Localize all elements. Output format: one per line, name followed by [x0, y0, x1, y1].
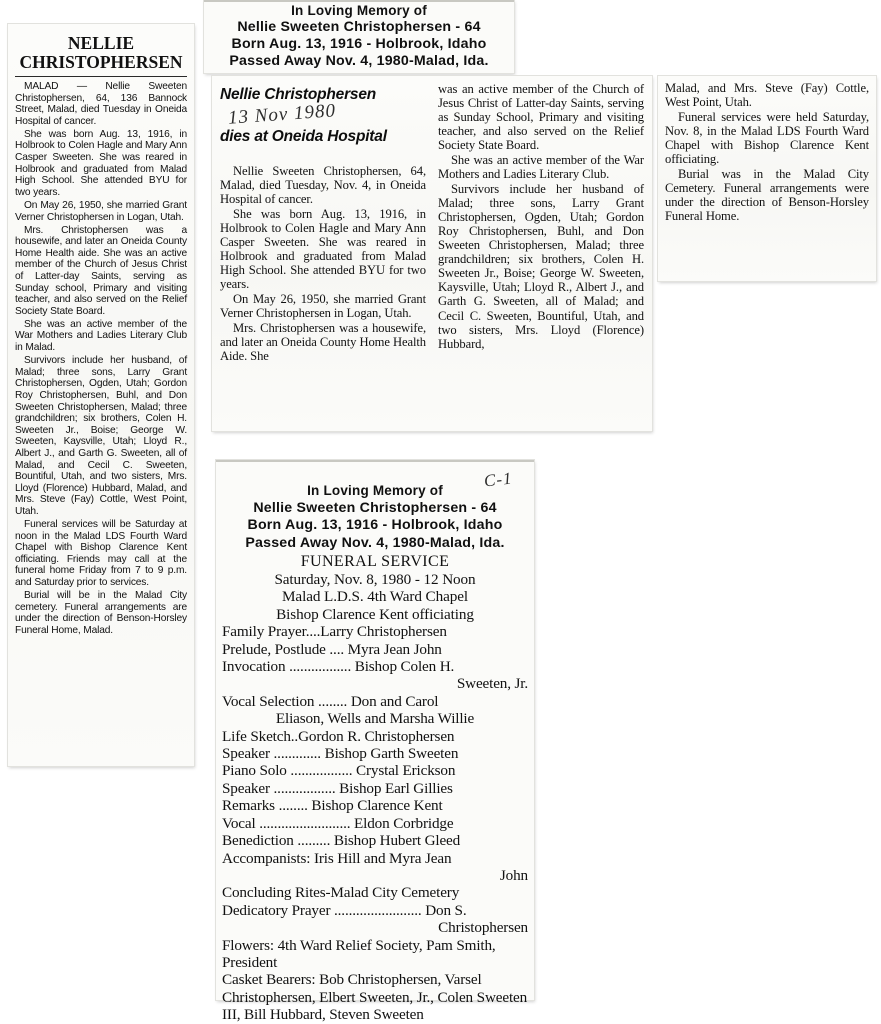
- program-item-participant: Don and Carol: [350, 692, 439, 710]
- left-obituary-body: [15, 81, 187, 636]
- program-item-label: Piano Solo: [222, 762, 287, 780]
- program-item-row: [222, 780, 528, 797]
- program-item-dot-leader: ....: [325, 640, 348, 658]
- program-item-dot-leader: ....: [305, 623, 321, 641]
- obituary-paragraph: She was an active member of the War Mothers and Ladies Literary Club in Malad.: [15, 318, 187, 354]
- accompanists-line: Accompanists: Iris Hill and Myra Jean: [222, 849, 452, 867]
- program-item-row: [222, 641, 528, 658]
- program-item-row: [222, 832, 528, 849]
- obituary-paragraph: She was born Aug. 13, 1916, in Holbrook to Colen Hagle and Mary Ann Casper Sweeten. She was reared in Holbrook and graduated from Malad High School. She attended BYU for two years.: [15, 128, 187, 198]
- headline-line-2: CHRISTOPHERSEN: [19, 52, 183, 72]
- deck-line-2: dies at Oneida Hospital: [220, 128, 387, 145]
- program-item-participant: Sweeten, Jr.: [456, 675, 528, 693]
- headline-line-1: NELLIE: [67, 33, 135, 53]
- middle-clipping-right-column: [438, 82, 644, 425]
- concluding-rites-line: Concluding Rites-Malad City Cemetery: [222, 884, 460, 902]
- memorial-line-name-age: Nellie Sweeten Christophersen - 64: [253, 499, 497, 516]
- dedicatory-dots: ........................: [330, 901, 426, 919]
- program-item-label: Remarks: [222, 797, 275, 815]
- program-item-dot-leader: .................: [286, 762, 357, 780]
- program-item-participant: Crystal Erickson: [356, 762, 456, 780]
- program-item-label: Family Prayer: [222, 623, 306, 641]
- program-item-row: [222, 745, 528, 762]
- flowers-line: Flowers: 4th Ward Relief Society, Pam Smith, President: [222, 936, 496, 971]
- program-item-row: [222, 693, 528, 710]
- funeral-service-title: FUNERAL SERVICE: [300, 553, 450, 570]
- handwritten-date-annotation: 13 Nov 1980: [227, 100, 337, 129]
- middle-obituary-deck-headline: [220, 86, 426, 158]
- middle-clipping-left-column: [220, 82, 426, 425]
- obituary-paragraph: Mrs. Christophersen was a housewife, and later an Oneida County Home Health aide. She was an active member of the Church of Jesus Christ of Latter-day Saints, serving as Sunday school, Primary and visiting teacher, and also served on the Relief Society State Board.: [15, 224, 187, 317]
- obituary-paragraph: Burial will be in the Malad City cemetery. Funeral arrangements are under the direction of Benson-Horsley Funeral Home, Malad.: [15, 590, 187, 636]
- program-item-row: [222, 797, 528, 814]
- program-item-row: [222, 815, 528, 832]
- program-item-participant: Bishop Earl Gillies: [339, 779, 453, 797]
- dedicatory-item-label: Dedicatory Prayer: [222, 901, 331, 919]
- program-item-dot-leader: .........: [293, 832, 334, 850]
- obituary-paragraph: On May 26, 1950, she married Grant Verner Christophersen in Logan, Utah.: [220, 291, 426, 320]
- dedicatory-continuation: Christophersen: [438, 919, 528, 937]
- deck-line-1: Nellie Christophersen: [220, 86, 377, 103]
- program-item-label: Vocal Selection: [222, 692, 315, 710]
- left-obituary-headline: [15, 34, 187, 77]
- program-item-dot-leader: ..: [290, 727, 299, 745]
- service-datetime: Saturday, Nov. 8, 1980 - 12 Noon: [274, 571, 476, 588]
- top-memorial-card: [204, 0, 514, 73]
- memorial-line-born: Born Aug. 13, 1916 - Holbrook, Idaho: [231, 36, 487, 52]
- memorial-line-born: Born Aug. 13, 1916 - Holbrook, Idaho: [247, 517, 503, 533]
- program-item-label: Benediction: [222, 832, 294, 850]
- obituary-paragraph: Nellie Sweeten Christophersen, 64, Malad, died Tuesday, Nov. 4, in Oneida Hospital of cancer.: [220, 164, 426, 207]
- dedicatory-who: Don S.: [425, 901, 467, 919]
- middle-obituary-clipping: [212, 76, 652, 431]
- program-item-dot-leader: .................: [285, 658, 355, 676]
- program-item-dot-leader: .........................: [255, 814, 355, 832]
- funeral-program-item-list: [222, 623, 528, 849]
- program-item-label: Prelude, Postlude: [222, 640, 326, 658]
- program-item-row: [222, 710, 528, 727]
- card-top-edge-rule: [204, 0, 514, 2]
- program-item-participant: Eldon Corbridge: [354, 814, 454, 832]
- program-item-participant: Gordon R. Christophersen: [298, 727, 455, 745]
- memorial-line-in-loving-memory: In Loving Memory of: [291, 3, 427, 18]
- memorial-line-name-age: Nellie Sweeten Christophersen - 64: [237, 19, 481, 35]
- funeral-program-card: [216, 460, 534, 1024]
- obituary-paragraph: She was an active member of the War Mothers and Ladies Literary Club.: [438, 152, 644, 182]
- program-item-dot-leader: ........: [274, 797, 312, 815]
- archive-mark-annotation: C-1: [482, 468, 513, 491]
- program-item-participant: Myra Jean John: [347, 640, 442, 658]
- obituary-paragraph: Survivors include her husband, of Malad; three sons, Larry Grant Christophersen, Ogden, Utah; Gordon Roy Christophersen, Buhl, and Don Sweeten Christophersen, Malad; three grandchildren; six brothers, Colen H. Sweeten Jr., Boise; George W. Sweeten, Kaysville, Utah; Lloyd R., Albert J., and Garth G. Sweeten, all of Malad, and Cecil C. Sweeten, Bountiful, Utah, and two sisters, Mrs. Lloyd (Florence) Hubbard, Malad, and Mrs. Steve (Fay) Cottle, West Point, Utah.: [15, 355, 187, 517]
- program-item-row: [222, 623, 528, 640]
- obituary-paragraph: She was born Aug. 13, 1916, in Holbrook to Colen Hagle and Mary Ann Casper Sweeten. She was reared in Holbrook and graduated from Malad High School. She attended BYU for two years.: [220, 206, 426, 292]
- program-item-row: [222, 658, 528, 675]
- obituary-paragraph: Funeral services were held Saturday, Nov. 8, in the Malad LDS Fourth Ward Chapel with Bishop Clarence Kent officiating.: [665, 109, 869, 166]
- program-item-participant: Bishop Hubert Gleed: [333, 832, 461, 850]
- program-item-label: Speaker: [222, 745, 270, 763]
- obituary-paragraph: On May 26, 1950, she married Grant Verner Christophersen in Logan, Utah.: [15, 199, 187, 223]
- obituary-paragraph: Malad, and Mrs. Steve (Fay) Cottle, West Point, Utah.: [665, 81, 869, 110]
- obituary-paragraph: Mrs. Christophersen was a housewife, and later an Oneida County Home Health Aide. She: [220, 320, 426, 363]
- program-item-label: Life Sketch: [222, 727, 291, 745]
- program-item-row: [222, 762, 528, 779]
- obituary-paragraph: MALAD — Nellie Sweeten Christophersen, 64, 136 Bannock Street, Malad, died Tuesday in Oneida Hospital of cancer.: [15, 81, 187, 127]
- service-officiant: Bishop Clarence Kent officiating: [276, 605, 474, 623]
- program-item-participant: Eliason, Wells and Marsha Willie: [275, 710, 475, 728]
- memorial-line-passed-away: Passed Away Nov. 4, 1980-Malad, Ida.: [229, 53, 489, 69]
- accompanists-continuation: John: [499, 866, 528, 884]
- obituary-paragraph: Survivors include her husband of Malad; three sons, Larry Grant Christophersen, Ogden, Utah; Gordon Roy Christophersen, Buhl, and Don Sweeten Christophersen, Malad; three grandchildren; six brothers, Colen H. Sweeten Jr., Boise; George W. Sweeten, Kaysville, Utah; Lloyd R., Albert J., and Garth G. Sweeten, all of Malad; and Cecil C. Sweeten, Bountiful, Utah, and two sisters, Mrs. Lloyd (Florence) Hubbard,: [438, 181, 644, 351]
- program-item-participant: Bishop Clarence Kent: [311, 797, 443, 815]
- program-item-dot-leader: .................: [269, 779, 340, 797]
- left-obituary-clipping: [8, 24, 194, 766]
- program-item-participant: Bishop Garth Sweeten: [324, 745, 459, 763]
- dedicatory-prayer-line: [222, 902, 528, 919]
- program-item-label: Vocal: [222, 814, 256, 832]
- obituary-paragraph: was an active member of the Church of Jesus Christ of Latter-day Saints, serving as Sunday School, Primary and visiting teacher, and also served on the Relief Society State Board.: [438, 82, 644, 153]
- program-item-dot-leader: .............: [269, 745, 325, 763]
- memorial-line-in-loving-memory: In Loving Memory of: [307, 483, 443, 498]
- obituary-paragraph: Funeral services will be Saturday at noon in the Malad LDS Fourth Ward Chapel with Bishop Clarence Kent officiating. Friends may call at the funeral home Friday from 7 to 9 p.m. and Saturday prior to services.: [15, 518, 187, 588]
- program-item-dot-leader: ........: [314, 692, 351, 710]
- program-item-label: Invocation: [222, 658, 286, 676]
- memorial-line-passed-away: Passed Away Nov. 4, 1980-Malad, Ida.: [245, 534, 505, 551]
- program-top-edge-rule: [216, 460, 534, 462]
- program-item-participant: Larry Christophersen: [320, 623, 447, 641]
- obituary-paragraph: Burial was in the Malad City Cemetery. Funeral arrangements were under the direction of Benson-Horsley Funeral Home.: [665, 166, 869, 223]
- program-item-label: Speaker: [222, 779, 270, 797]
- program-item-row: [222, 728, 528, 745]
- program-item-row: [222, 675, 528, 692]
- service-location: Malad L.D.S. 4th Ward Chapel: [282, 588, 468, 606]
- program-item-participant: Bishop Colen H.: [354, 658, 455, 676]
- casket-bearers-line: Casket Bearers: Bob Christophersen, Varsel Christophersen, Elbert Sweeten, Jr., Colen Sweeten III, Bill Hubbard, Steven Sweeten: [222, 971, 528, 1024]
- right-obituary-continuation-clipping: [658, 76, 876, 281]
